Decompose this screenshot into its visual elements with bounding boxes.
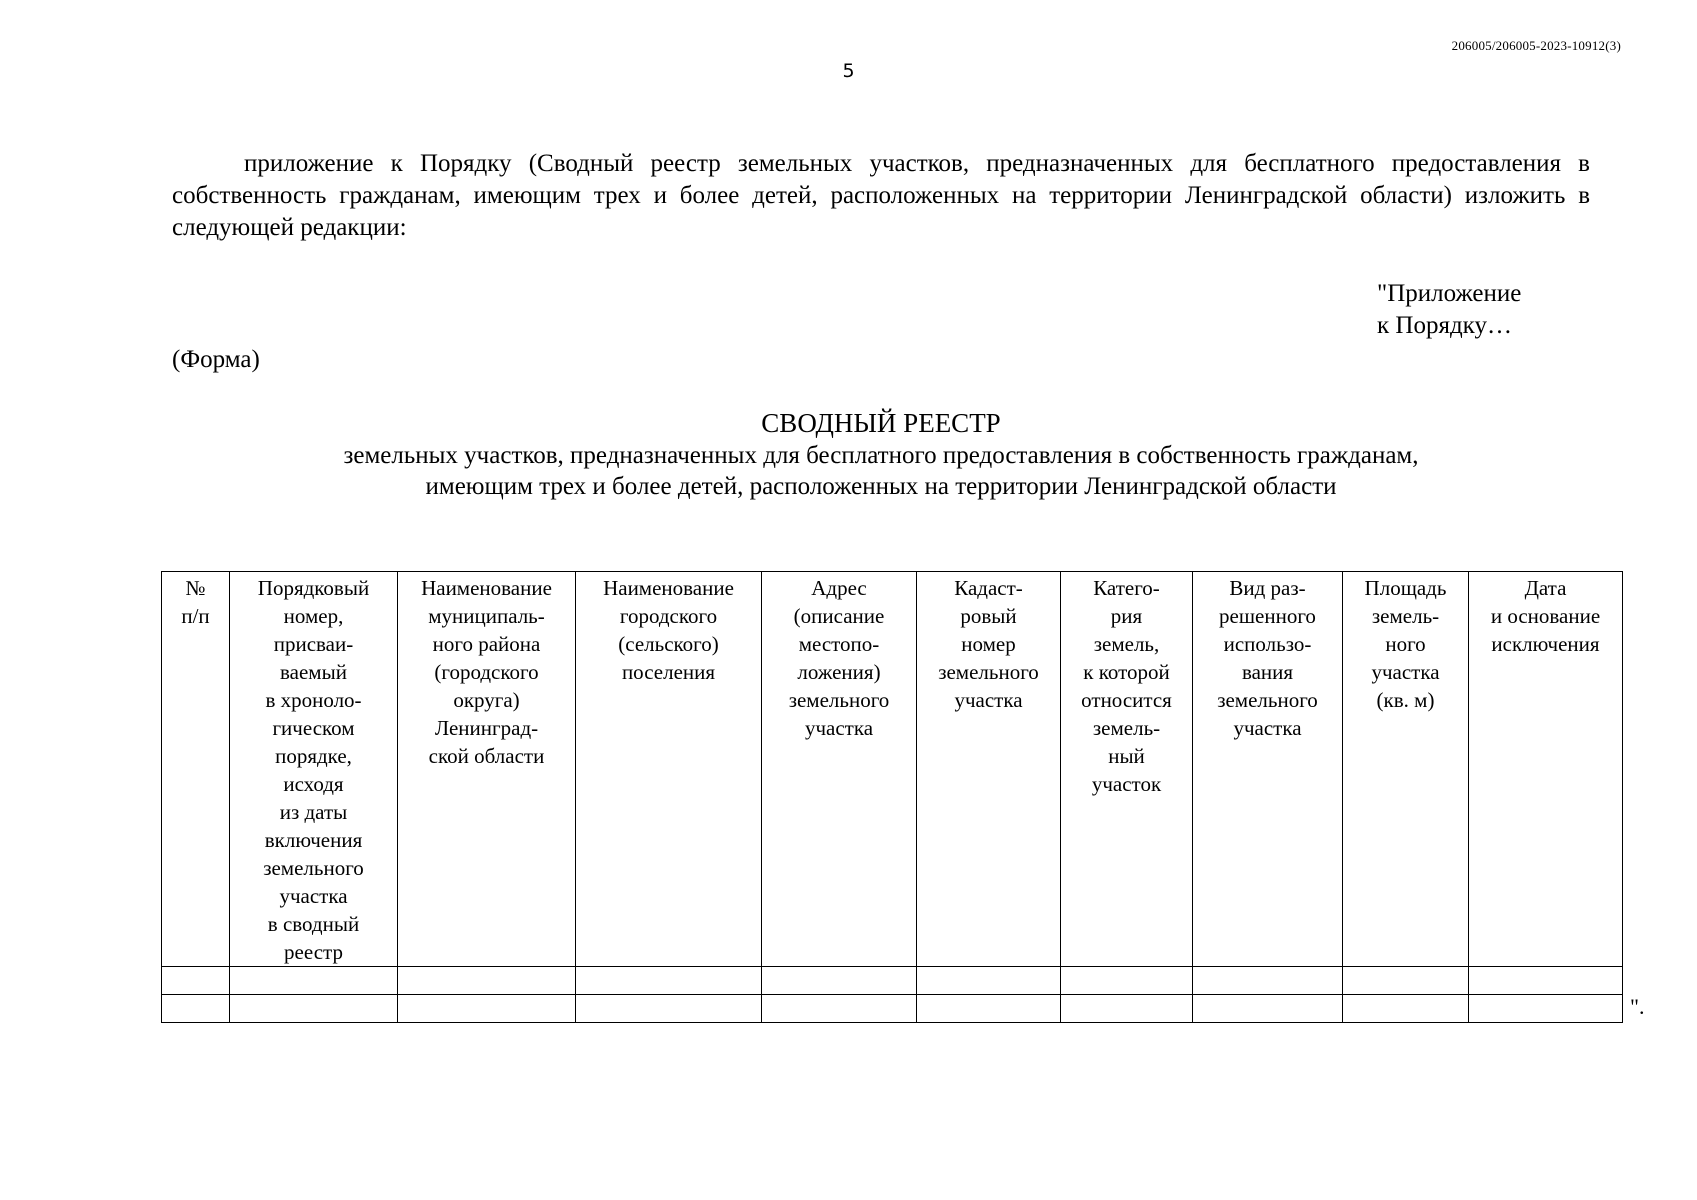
column-header-line: (городского: [434, 660, 539, 684]
table-row: [162, 995, 1623, 1023]
column-header-line: земельного: [1217, 688, 1318, 712]
closing-quote-mark: ".: [1630, 994, 1645, 1019]
registry-title: СВОДНЫЙ РЕЕСТР: [761, 408, 1001, 438]
table-cell: [1469, 967, 1623, 995]
column-header-line: поселения: [621, 660, 716, 684]
column-header: [576, 572, 762, 967]
column-header-line: участок: [1091, 772, 1162, 796]
table-cell: [762, 995, 917, 1023]
table-cell: [162, 967, 230, 995]
column-header-line: местопо-: [798, 632, 880, 656]
appendix-reference: [1377, 278, 1521, 342]
column-header-line: №: [185, 576, 206, 600]
document-id: 206005/206005-2023-10912(3): [1451, 38, 1621, 53]
column-header-line: использо-: [1223, 632, 1312, 656]
column-header-line: ного: [1385, 632, 1426, 656]
column-header-line: реестр: [284, 940, 343, 964]
column-header-line: вания: [1241, 660, 1294, 684]
registry-subtitle-line: имеющим трех и более детей, расположенных на территории Ленинградской области: [425, 473, 1337, 500]
column-header-line: Кадаст-: [954, 576, 1023, 600]
column-header-line: участка: [1233, 716, 1302, 740]
intro-paragraph: приложение к Порядку (Сводный реестр земельных участков, предназначенных для бесплатного предоставления в собственность гражданам, имеющим трех и более детей, расположенных на территории Ленинградской области) изложить в следующей редакции:: [172, 150, 1590, 241]
table-cell: [1061, 995, 1193, 1023]
column-header-line: исходя: [283, 772, 344, 796]
column-header-line: ного района: [432, 632, 541, 656]
table-cell: [1193, 995, 1343, 1023]
column-header-line: округа): [453, 688, 520, 712]
column-header-line: относится: [1081, 688, 1172, 712]
column-header-line: Порядковый: [257, 576, 370, 600]
column-header-line: Наименование: [603, 576, 734, 600]
column-header-line: земельного: [788, 688, 890, 712]
table-cell: [917, 995, 1061, 1023]
column-header-line: Наименование: [421, 576, 552, 600]
column-header-line: ложения): [797, 660, 881, 684]
column-header-line: гическом: [272, 716, 355, 740]
table-cell: [1343, 995, 1469, 1023]
column-header: [762, 572, 917, 967]
column-header: [917, 572, 1061, 967]
column-header-line: (кв. м): [1376, 688, 1435, 712]
table-cell: [762, 967, 917, 995]
table-cell: [398, 967, 576, 995]
form-label: (Форма): [172, 346, 260, 373]
appendix-reference-line: "Приложение: [1377, 280, 1522, 307]
column-header: [1193, 572, 1343, 967]
column-header-line: из даты: [279, 800, 348, 824]
column-header-line: включения: [264, 828, 363, 852]
table-cell: [576, 995, 762, 1023]
column-header-line: земельного: [938, 660, 1039, 684]
column-header-line: Площадь: [1364, 576, 1447, 600]
column-header: [230, 572, 398, 967]
column-header-line: к которой: [1083, 660, 1170, 684]
table-body: [162, 967, 1623, 1023]
column-header-line: исключения: [1491, 632, 1600, 656]
column-header-line: земель,: [1093, 632, 1160, 656]
appendix-reference-line: к Порядку…: [1377, 312, 1512, 339]
table-cell: [1061, 967, 1193, 995]
column-header-line: земель-: [1092, 716, 1161, 740]
column-header-line: городского: [619, 604, 718, 628]
registry-subtitle: [0, 440, 1697, 502]
column-header: [1343, 572, 1469, 967]
column-header-line: участка: [954, 688, 1023, 712]
column-header-line: Вид раз-: [1229, 576, 1306, 600]
table-cell: [230, 995, 398, 1023]
column-header-line: (описание: [793, 604, 885, 628]
column-header-line: муниципаль-: [428, 604, 545, 628]
column-header-line: присваи-: [273, 632, 354, 656]
column-header-line: ровый: [960, 604, 1017, 628]
column-header-line: Дата: [1524, 576, 1567, 600]
table-header-row: [162, 572, 1623, 967]
column-header-line: земельного: [263, 856, 364, 880]
table-row: [162, 967, 1623, 995]
table-cell: [576, 967, 762, 995]
column-header-line: (сельского): [618, 632, 719, 656]
table-cell: [1469, 995, 1623, 1023]
column-header-line: участка: [279, 884, 348, 908]
column-header-line: и основание: [1490, 604, 1601, 628]
column-header-line: Адрес: [811, 576, 867, 600]
column-header-line: Катего-: [1093, 576, 1160, 600]
registry-table: [161, 571, 1623, 1023]
column-header: [162, 572, 230, 967]
table-cell: [917, 967, 1061, 995]
column-header-line: в хроноло-: [265, 688, 362, 712]
column-header-line: номер: [961, 632, 1016, 656]
column-header-line: номер,: [283, 604, 344, 628]
table-cell: [1343, 967, 1469, 995]
column-header-line: Ленинград-: [434, 716, 539, 740]
column-header-line: в сводный: [267, 912, 360, 936]
column-header-line: п/п: [181, 604, 210, 628]
table-cell: [230, 967, 398, 995]
column-header: [1061, 572, 1193, 967]
column-header-line: участка: [1371, 660, 1440, 684]
column-header-line: порядке,: [275, 744, 352, 768]
column-header: [1469, 572, 1623, 967]
column-header: [398, 572, 576, 967]
table-cell: [162, 995, 230, 1023]
page-number: 5: [842, 60, 855, 82]
table-cell: [398, 995, 576, 1023]
column-header-line: земель-: [1371, 604, 1440, 628]
column-header-line: ской области: [428, 744, 545, 768]
column-header-line: ваемый: [280, 660, 347, 684]
column-header-line: ный: [1108, 744, 1145, 768]
table-cell: [1193, 967, 1343, 995]
registry-subtitle-line: земельных участков, предназначенных для бесплатного предоставления в собственность гражданам,: [343, 442, 1419, 469]
column-header-line: участка: [804, 716, 874, 740]
column-header-line: рия: [1110, 604, 1143, 628]
column-header-line: решенного: [1219, 604, 1316, 628]
